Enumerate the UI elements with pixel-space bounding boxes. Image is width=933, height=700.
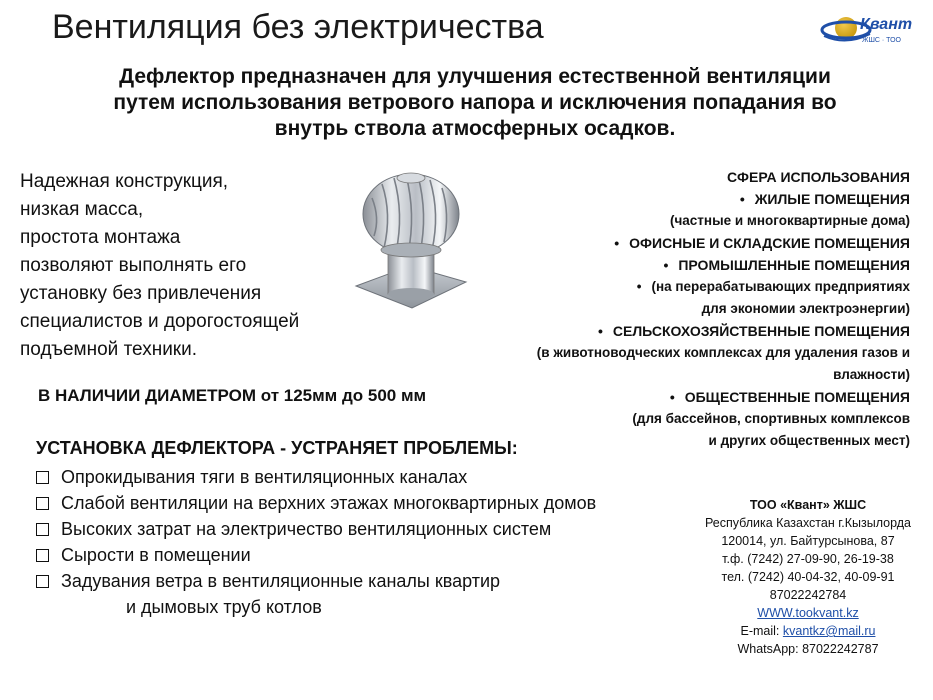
bullet-icon: • [597,323,603,339]
availability-text: В НАЛИЧИИ ДИАМЕТРОМ от 125мм до 500 мм [38,386,427,405]
bullet-icon: • [636,279,642,294]
scope-item [460,188,910,210]
problem-text: Сырости в помещении [61,545,251,565]
problem-continuation: и дымовых труб котлов [126,597,322,617]
intro-line: внутрь ствола атмосферных осадков. [274,117,676,140]
logo-subtext: ЖШС · ТОО [862,37,902,44]
bullet-icon: • [739,191,745,207]
scope-item-text: СЕЛЬСКОХОЗЯЙСТВЕННЫЕ ПОМЕЩЕНИЯ [612,323,910,339]
scope-item-note: (частные и многоквартирные дома) [669,213,910,228]
features-text [20,168,350,364]
problem-text: Высоких затрат на электричество вентиляционных систем [61,519,552,539]
scope-item-note: для экономии электроэнергии) [701,301,910,316]
intro-paragraph [40,64,910,142]
problems-list [36,464,596,620]
problem-item [36,516,596,542]
email-link[interactable]: kvantkz@mail.ru [782,624,876,638]
scope-item-text: ОФИСНЫЕ И СКЛАДСКИЕ ПОМЕЩЕНИЯ [629,235,910,251]
scope-section [460,166,910,452]
email-label: E-mail: [740,624,783,638]
scope-item-text: (на перерабатывающих предприятиях [651,279,910,294]
problem-text: Опрокидывания тяги в вентиляционных каналах [61,467,468,487]
feature-line: простота монтажа [20,227,181,248]
company-name: ТОО «Квант» ЖШС [749,498,867,512]
scope-item [460,232,910,254]
scope-item-text: ПРОМЫШЛЕННЫЕ ПОМЕЩЕНИЯ [678,257,910,273]
intro-line: путем использования ветрового напора и исключения попадания во [113,91,837,114]
bullet-icon: • [663,257,669,273]
scope-heading: СФЕРА ИСПОЛЬЗОВАНИЯ [726,169,910,185]
scope-item [460,320,910,342]
company-logo [820,10,920,50]
email-line [690,622,926,640]
intro-line: Дефлектор предназначен для улучшения естественной вентиляции [119,65,831,88]
feature-line: специалистов и дорогостоящей [20,311,300,332]
problems-title: УСТАНОВКА ДЕФЛЕКТОРА - УСТРАНЯЕТ ПРОБЛЕМЫ: [36,438,518,458]
feature-line: установку без привлечения [20,283,262,304]
scope-item-note: (в животноводческих комплексах для удаления газов и [536,345,910,360]
feature-line: подъемной техники. [20,339,198,360]
scope-item [460,276,910,298]
address-line: Республика Казахстан г.Кызылорда [704,516,912,530]
phone-line: тел. (7242) 40-04-32, 40-09-91 [721,570,895,584]
contact-block [690,496,926,658]
feature-line: низкая масса, [20,199,144,220]
logo-wordmark: Квант [860,16,913,33]
problem-item [36,542,596,568]
feature-line: Надежная конструкция, [20,171,229,192]
website-link[interactable]: WWW.tookvant.kz [757,606,859,620]
problem-item [36,490,596,516]
problem-text: Задувания ветра в вентиляционные каналы квартир [61,571,501,591]
checkbox-icon [36,549,49,562]
bullet-icon: • [614,235,620,251]
scope-item-note: влажности) [833,367,910,382]
feature-line: позволяют выполнять его [20,255,247,276]
scope-item [460,386,910,408]
mobile-number: 87022242784 [769,588,847,602]
whatsapp-line: WhatsApp: 87022242787 [737,642,879,656]
checkbox-icon [36,523,49,536]
checkbox-icon [36,575,49,588]
scope-item [460,254,910,276]
problem-item [36,464,596,490]
scope-item-note: (для бассейнов, спортивных комплексов [632,411,910,426]
problem-text: Слабой вентиляции на верхних этажах многоквартирных домов [61,493,597,513]
scope-item-text: ОБЩЕСТВЕННЫЕ ПОМЕЩЕНИЯ [684,389,910,405]
address-line: 120014, ул. Байтурсынова, 87 [721,534,895,548]
phone-line: т.ф. (7242) 27-09-90, 26-19-38 [722,552,894,566]
checkbox-icon [36,497,49,510]
bullet-icon: • [669,389,675,405]
deflector-image [350,158,470,328]
page-title: Вентиляция без электричества [52,8,544,46]
scope-item-note: и других общественных мест) [708,433,910,448]
problem-item [36,568,596,594]
scope-item-text: ЖИЛЫЕ ПОМЕЩЕНИЯ [754,191,910,207]
checkbox-icon [36,471,49,484]
